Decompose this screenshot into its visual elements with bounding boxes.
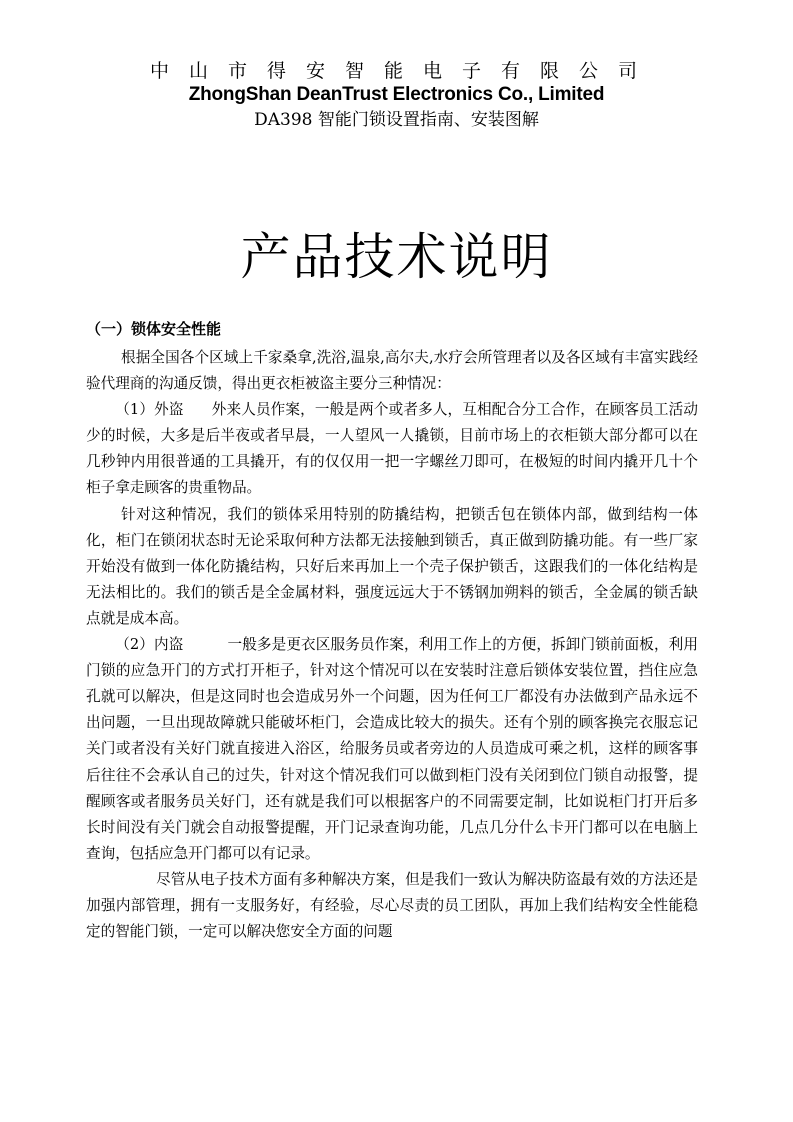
company-name-english: ZhongShan DeanTrust Electronics Co., Limited	[188, 84, 605, 105]
internal-theft-text: 一般多是更衣区服务员作案，利用工作上的方便，拆卸门锁前面板，利用门锁的应急开门的方式打开柜子，针对这个情况可以在安装时注意后锁体安装位置，挡住应急孔就可以解决，但是这同时也会造成另外一个问题，因为任何工厂都没有办法做到产品永远不出问题，一旦出现故障就只能破坏柜门，会造成比较大的损失。还有个别的顾客换完衣服忘记关门或者没有关好门就直接进入浴区，给服务员或者旁边的人员造成可乘之机，这样的顾客事后往往不会承认自己的过失，针对这个情况我们可以做到柜门没有关闭到位门锁自动报警，提醒顾客或者服务员关好门，还有就是我们可以根据客户的不同需要定制，比如说柜门打开后多长时间没有关门就会自动报警提醒，开门记录查询功能，几点几分什么卡开门都可以在电脑上查询，包括应急开门都可以有记录。	[86, 636, 698, 862]
paragraph-anti-pry: 针对这种情况，我们的锁体采用特别的防撬结构，把锁舌包在锁体内部，做到结构一体化，柜门在锁闭状态时无论采取何种方法都无法接触到锁舌，真正做到防撬功能。有一些厂家开始没有做到一体化防撬结构，只好后来再加上一个壳子保护锁舌，这跟我们的一体化结构是无法相比的。我们的锁舌是全金属材料，强度远远大于不锈钢加朔料的锁舌，全金属的锁舌缺点就是成本高。	[86, 505, 698, 627]
page-title: 产品技术说明	[240, 228, 553, 286]
document-subtitle: DA398 智能门锁设置指南、安装图解	[254, 110, 539, 130]
internal-theft-label: （2）内盗	[115, 636, 184, 654]
paragraph-external-theft	[86, 397, 698, 501]
section-body	[86, 345, 698, 945]
paragraph-intro: 根据全国各个区域上千家桑拿,洗浴,温泉,高尔夫,水疗会所管理者以及各区域有丰富实践经验代理商的沟通反馈，得出更衣柜被盗主要分三种情况：	[86, 349, 698, 393]
company-name-chinese: 中山市得安智能电子有限公司	[149, 60, 657, 82]
external-theft-text: 外来人员作案，一般是两个或者多人，互相配合分工合作，在顾客员工活动少的时候，大多是后半夜或者早晨，一人望风一人撬锁，目前市场上的衣柜锁大部分都可以在几秒钟内用很普通的工具撬开，有的仅仅用一把一字螺丝刀即可，在极短的时间内撬开几十个柜子拿走顾客的贵重物品。	[86, 401, 698, 497]
paragraph-conclusion: 尽管从电子技术方面有多种解决方案，但是我们一致认为解决防盗最有效的方法还是加强内部管理，拥有一支服务好，有经验，尽心尽责的员工团队，再加上我们结构安全性能稳定的智能门锁，一定可以解决您安全方面的问题	[86, 870, 698, 941]
external-theft-label: （1）外盗	[115, 401, 184, 419]
paragraph-internal-theft	[86, 632, 698, 867]
section-heading: （一）锁体安全性能	[86, 320, 222, 338]
